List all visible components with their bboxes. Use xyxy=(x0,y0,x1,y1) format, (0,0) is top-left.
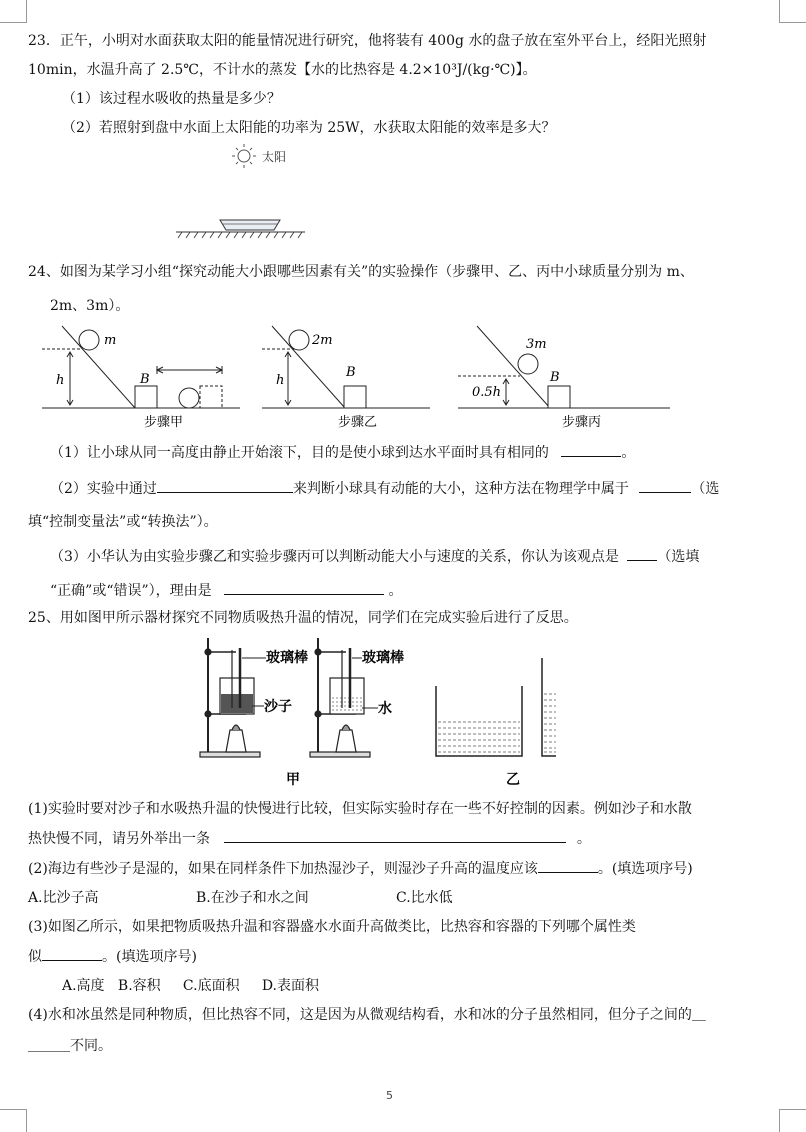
figure-caption-a: 甲 xyxy=(286,772,300,788)
q24-sub1-blank[interactable] xyxy=(561,442,621,457)
step-c-block-label: B xyxy=(550,370,560,385)
ground-platform xyxy=(176,232,305,238)
q25-sub3-text-c: 。(填选项序号) xyxy=(102,949,197,965)
rod-label-left: 玻璃棒 xyxy=(266,650,308,666)
step-b-height-label: h xyxy=(276,373,285,388)
q24-sub2-text-b: 来判断小球具有动能的大小，这种方法在物理学中属于 xyxy=(292,481,629,497)
q24-stem-line-1: 24、如图为某学习小组“探究动能大小跟哪些因素有关”的实验操作（步骤甲、乙、丙中小球质量分别为 m、 xyxy=(28,264,694,280)
apparatus-water xyxy=(310,638,370,757)
water-label: 水 xyxy=(378,701,392,717)
step-c-caption: 步骤丙 xyxy=(562,415,602,430)
q25-sub3-options: A.高度 B.容积 C.底面积 D.表面积 xyxy=(62,978,319,994)
step-a-mass-label: m xyxy=(104,333,117,348)
container-wide xyxy=(436,686,522,756)
step-c-height-label: 0.5h xyxy=(472,385,502,400)
q25-sub3-line-1: (3)如图乙所示，如果把物质吸热升温和容器盛水水面升高做类比，比热容和容器的下列哪个属性类 xyxy=(28,919,636,935)
q24-sub3-text-a: （3）小华认为由实验步骤乙和实验步骤丙可以判断动能大小与速度的关系，你认为该观点是 xyxy=(50,549,619,565)
q24-sub3-blank-1[interactable] xyxy=(627,546,657,561)
q24-sub3-blank-2[interactable] xyxy=(224,580,384,595)
q25-sub1-blank[interactable] xyxy=(224,828,566,843)
q24-sub-question-3 xyxy=(50,546,699,567)
corner-mark-top-right xyxy=(779,0,806,23)
q25-sub2-text-a: (2)海边有些沙子是湿的，如果在同样条件下加热湿沙子，则湿沙子升高的温度应该 xyxy=(28,861,538,877)
step-a-block-label: B xyxy=(140,372,150,387)
q24-sub1-text: （1）让小球从同一高度由静止开始滚下，目的是使小球到达水平面时具有相同的 xyxy=(50,445,549,461)
q24-sub3-text-c: “正确”或“错误”），理由是 xyxy=(50,583,212,599)
q24-sub2-blank-2[interactable] xyxy=(639,478,691,493)
q24-sub-question-2 xyxy=(50,478,719,499)
q25-sub3-text-b: 似 xyxy=(28,949,42,965)
q25-sub1-text-b: 热快慢不同，请另外举出一条 xyxy=(28,831,210,847)
q25-figure-heating-apparatus xyxy=(196,634,556,792)
sun-label: 太阳 xyxy=(262,150,287,164)
step-a-height-label: h xyxy=(56,373,65,388)
step-a-caption: 步骤甲 xyxy=(144,415,184,430)
q24-stem-line-2: 2m、3m）。 xyxy=(50,298,130,314)
q25-sub1-line-2 xyxy=(28,828,591,849)
q25-sub1-text-c: 。 xyxy=(576,831,591,847)
q25-sub2-option-c: C.比水低 xyxy=(396,890,453,906)
q24-sub2-text-c: （选 xyxy=(691,481,720,497)
q23-sub-question-2: （2）若照射到盘中水面上太阳能的功率为 25W，水获取太阳能的效率是多大？ xyxy=(62,120,556,136)
step-b-mass-label: 2m xyxy=(312,333,333,348)
q25-sub2-options xyxy=(28,888,453,908)
q25-sub2-blank[interactable] xyxy=(538,858,598,873)
corner-mark-top-left xyxy=(0,0,27,23)
q23-stem-line-1: 23．正午，小明对水面获取太阳的能量情况进行研究，他将装有 400g 水的盘子放在室外平台上，经阳光照射 xyxy=(28,33,707,49)
q24-sub3-text-d: 。 xyxy=(388,583,403,599)
q25-sub4-line-1: (4)水和冰虽然是同种物质，但比热容不同，这是因为从微观结构看，水和冰的分子虽然相同，但分子之间的＿ xyxy=(28,1007,706,1023)
q24-sub3-text-b: （选填 xyxy=(657,549,700,565)
q24-sub2-line-2: 填“控制变量法”或“转换法”）。 xyxy=(28,514,218,530)
sun-icon xyxy=(232,144,256,168)
q23-stem-line-2: 10min，水温升高了 2.5℃，不计水的蒸发【水的比热容是 4.2×10³J/(kg·℃)】。 xyxy=(28,62,537,78)
container-narrow xyxy=(542,658,556,756)
q23-figure-sun-plate xyxy=(170,140,350,245)
apparatus-sand xyxy=(200,638,260,757)
rod-label-right: 玻璃棒 xyxy=(362,650,404,666)
q25-sub2-line xyxy=(28,858,693,879)
q25-sub3-line-2 xyxy=(28,946,197,967)
corner-mark-bottom-left xyxy=(0,1109,27,1132)
step-b-caption: 步骤乙 xyxy=(338,415,378,430)
water-plate xyxy=(220,220,280,230)
q23-sub-question-1: （1）该过程水吸收的热量是多少？ xyxy=(62,91,281,107)
q25-sub2-option-a: A.比沙子高 xyxy=(28,890,99,906)
q24-figure-ramp-experiments xyxy=(40,322,680,437)
step-b-block-label: B xyxy=(346,365,356,380)
q24-sub2-blank-1[interactable] xyxy=(157,478,293,493)
figure-caption-b: 乙 xyxy=(506,772,520,788)
q25-sub4-line-2: ＿＿＿不同。 xyxy=(28,1038,112,1054)
q25-sub2-text-b: 。(填选项序号) xyxy=(597,861,693,877)
q25-stem: 25、用如图甲所示器材探究不同物质吸热升温的情况，同学们在完成实验后进行了反思。 xyxy=(28,610,578,626)
q25-sub2-option-b: B.在沙子和水之间 xyxy=(196,890,309,906)
page-number: 5 xyxy=(386,1089,393,1102)
q24-sub2-text-a: （2）实验中通过 xyxy=(50,481,157,497)
q24-sub1-end: 。 xyxy=(621,445,636,461)
q24-sub3-line-2 xyxy=(50,580,403,601)
step-a-diagram xyxy=(42,326,240,408)
step-c-mass-label: 3m xyxy=(526,337,547,352)
corner-mark-bottom-right xyxy=(779,1109,806,1132)
q24-sub-question-1 xyxy=(50,442,635,463)
q25-sub1-line-1: (1)实验时要对沙子和水吸热升温的快慢进行比较，但实际实验时存在一些不好控制的因素。例如沙子和水散 xyxy=(28,801,692,817)
sand-label: 沙子 xyxy=(264,699,292,715)
q25-sub3-blank[interactable] xyxy=(42,946,102,961)
